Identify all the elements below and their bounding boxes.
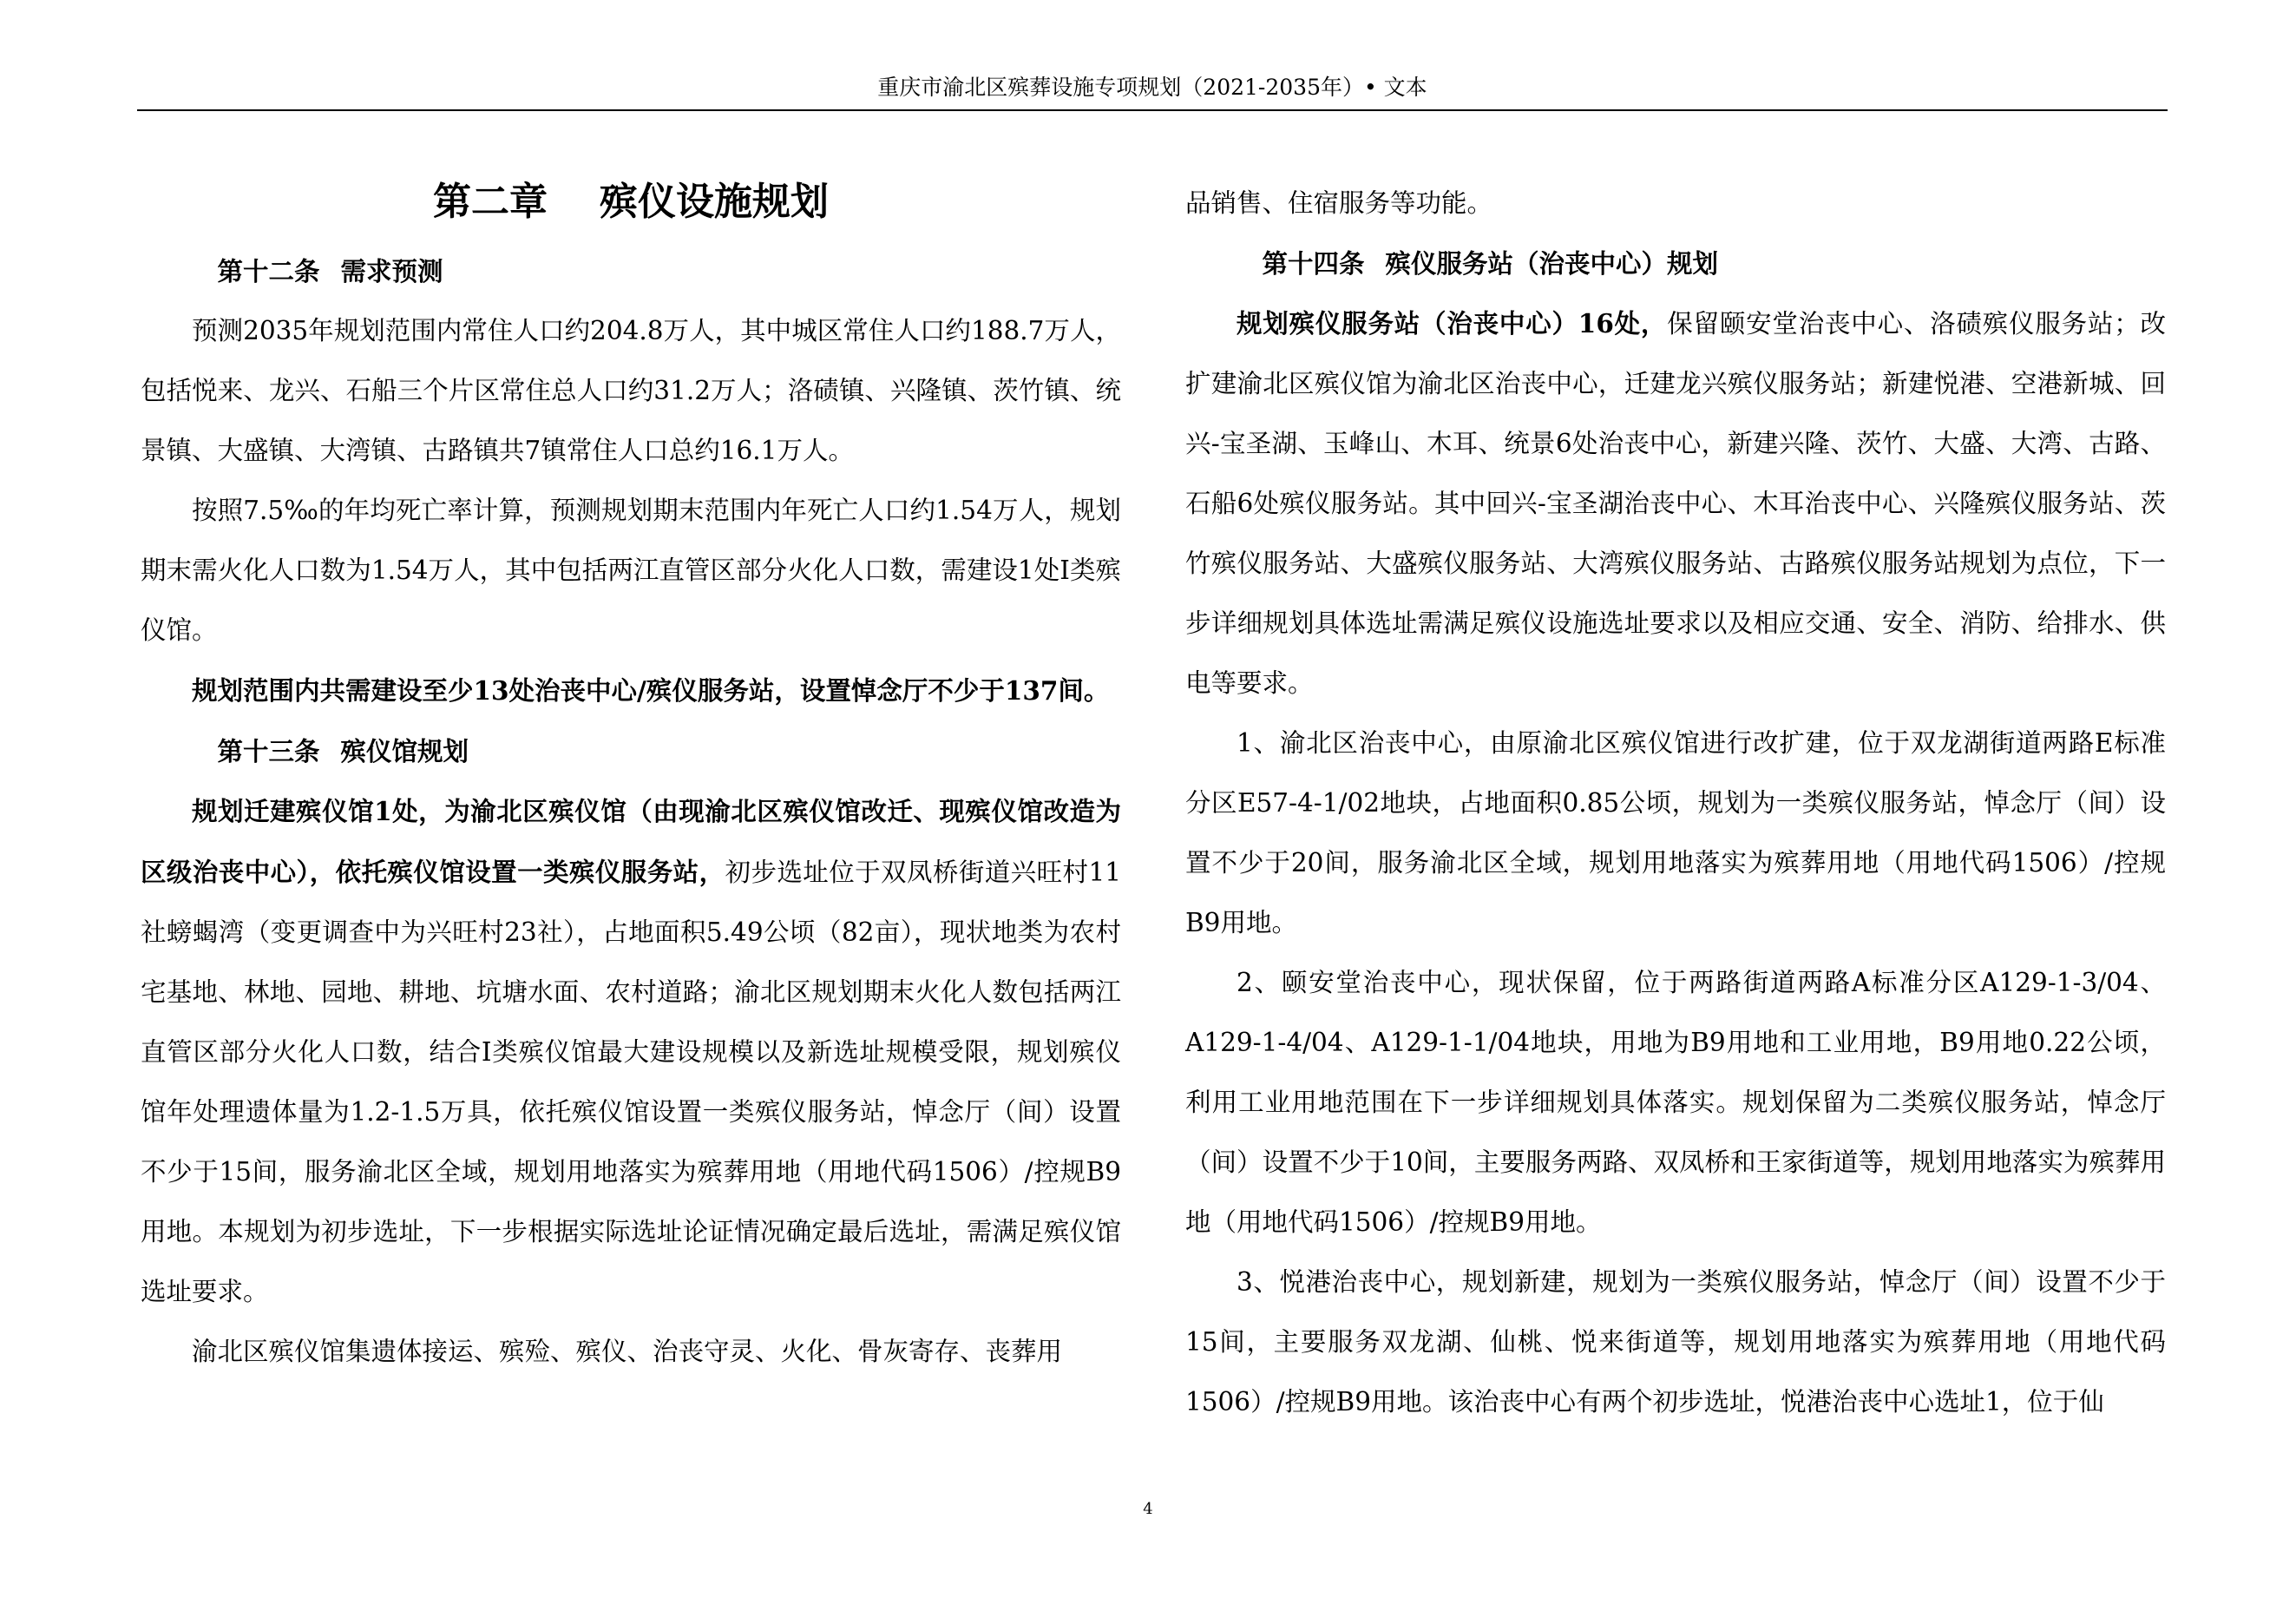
bold-service-station-lead: 规划殡仪服务站（治丧中心）16处， <box>1237 308 1668 339</box>
paragraph-yuegang-center: 3、悦港治丧中心，规划新建，规划为一类殡仪服务站，悼念厅（间）设置不少于15间，主要服务双龙湖、仙桃、悦来街道等，规划用地落实为殡葬用地（用地代码1506）/控规B9用地。该治丧中心有两个初步选址，悦港治丧中心选址1，位于仙 <box>1185 1267 2166 1417</box>
paragraph-service-station-requirement <box>141 661 1121 721</box>
paragraph-yubei-center: 1、渝北区治丧中心，由原渝北区殡仪馆进行改扩建，位于双龙湖街道两路E标准分区E57-4-1/02地块，占地面积0.85公顷，规划为一类殡仪服务站，悼念厅（间）设置不少于20间，服务渝北区全域，规划用地落实为殡葬用地（用地代码1506）/控规B9用地。 <box>1185 728 2166 937</box>
paragraph-funeral-home-plan <box>141 781 1121 1322</box>
article-12-number: 第十二条 <box>217 256 320 286</box>
funeral-home-plan-detail: 初步选址位于双凤桥街道兴旺村11社螃蝎湾（变更调查中为兴旺村23社），占地面积5.49公顷（82亩），现状地类为农村宅基地、林地、园地、耕地、坑塘水面、农村道路；渝北区规划期末火化人数包括两江直管区部分火化人口数，结合Ⅰ类殡仪馆最大建设规模以及新选址规模受限，规划殡仪馆年处理遗体量为1.2-1.5万具，依托殡仪馆设置一类殡仪服务站，悼念厅（间）设置不少于15间，服务渝北区全域，规划用地落实为殡葬用地（用地代码1506）/控规B9用地。本规划为初步选址，下一步根据实际选址论证情况确定最后选址，需满足殡仪馆选址要求。 <box>141 858 1121 1306</box>
article-12-heading <box>141 241 1121 301</box>
article-14-number: 第十四条 <box>1262 248 1365 279</box>
article-14-heading <box>1185 233 2166 293</box>
article-13-number: 第十三条 <box>217 736 320 766</box>
right-column <box>1185 174 2166 1432</box>
header-rule <box>137 109 2168 111</box>
service-station-plan-detail: 保留颐安堂治丧中心、洛碛殡仪服务站；改扩建渝北区殡仪馆为渝北区治丧中心，迁建龙兴殡仪服务站；新建悦港、空港新城、回兴-宝圣湖、玉峰山、木耳、统景6处治丧中心，新建兴隆、茨竹、大盛、大湾、古路、石船6处殡仪服务站。其中回兴-宝圣湖治丧中心、木耳治丧中心、兴隆殡仪服务站、茨竹殡仪服务站、大盛殡仪服务站、大湾殡仪服务站、古路殡仪服务站规划为点位，下一步详细规划具体选址需满足殡仪设施选址要求以及相应交通、安全、消防、给排水、供电等要求。 <box>1185 309 2166 698</box>
chapter-number: 第二章 <box>433 180 548 224</box>
left-column <box>141 174 1121 1382</box>
page-number: 4 <box>1143 1500 1153 1518</box>
paragraph-yiantang-center: 2、颐安堂治丧中心，现状保留，位于两路街道两路A标准分区A129-1-3/04、A129-1-4/04、A129-1-1/04地块，用地为B9用地和工业用地，B9用地0.22公顷，利用工业用地范围在下一步详细规划具体落实。规划保留为二类殡仪服务站，悼念厅（间）设置不少于10间，主要服务两路、双凤桥和王家街道等，规划用地落实为殡葬用地（用地代码1506）/控规B9用地。 <box>1185 968 2166 1237</box>
bold-requirement-text: 规划范围内共需建设至少13处治丧中心/殡仪服务站，设置悼念厅不少于137间。 <box>192 675 1110 706</box>
bold-funeral-home-lead: 规划迁建殡仪馆1处，为渝北区殡仪馆（由现渝北区殡仪馆改迁、现殡仪馆改造为区级治丧中心），依托殡仪馆设置一类殡仪服务站， <box>141 796 1121 887</box>
paragraph-service-station-plan <box>1185 293 2166 713</box>
paragraph-population-forecast: 预测2035年规划范围内常住人口约204.8万人，其中城区常住人口约188.7万人，包括悦来、龙兴、石船三个片区常住总人口约31.2万人；洛碛镇、兴隆镇、茨竹镇、统景镇、大盛镇、大湾镇、古路镇共7镇常住人口总约16.1万人。 <box>141 316 1121 465</box>
paragraph-mortality-estimate: 按照7.5‰的年均死亡率计算，预测规划期末范围内年死亡人口约1.54万人，规划期末需火化人口数为1.54万人，其中包括两江直管区部分火化人口数，需建设1处Ⅰ类殡仪馆。 <box>141 496 1121 645</box>
article-14-title: 殡仪服务站（治丧中心）规划 <box>1385 248 1719 279</box>
paragraph-functions-continued: 品销售、住宿服务等功能。 <box>1185 188 1493 218</box>
paragraph-funeral-home-functions: 渝北区殡仪馆集遗体接运、殡殓、殡仪、治丧守灵、火化、骨灰寄存、丧葬用 <box>192 1337 1063 1366</box>
running-header: 重庆市渝北区殡葬设施专项规划（2021-2035年）• 文本 <box>877 75 1427 100</box>
chapter-name: 殡仪设施规划 <box>600 180 829 224</box>
article-12-title: 需求预测 <box>340 256 443 286</box>
article-13-heading <box>141 721 1121 781</box>
chapter-title <box>141 174 1121 231</box>
article-13-title: 殡仪馆规划 <box>340 736 469 766</box>
